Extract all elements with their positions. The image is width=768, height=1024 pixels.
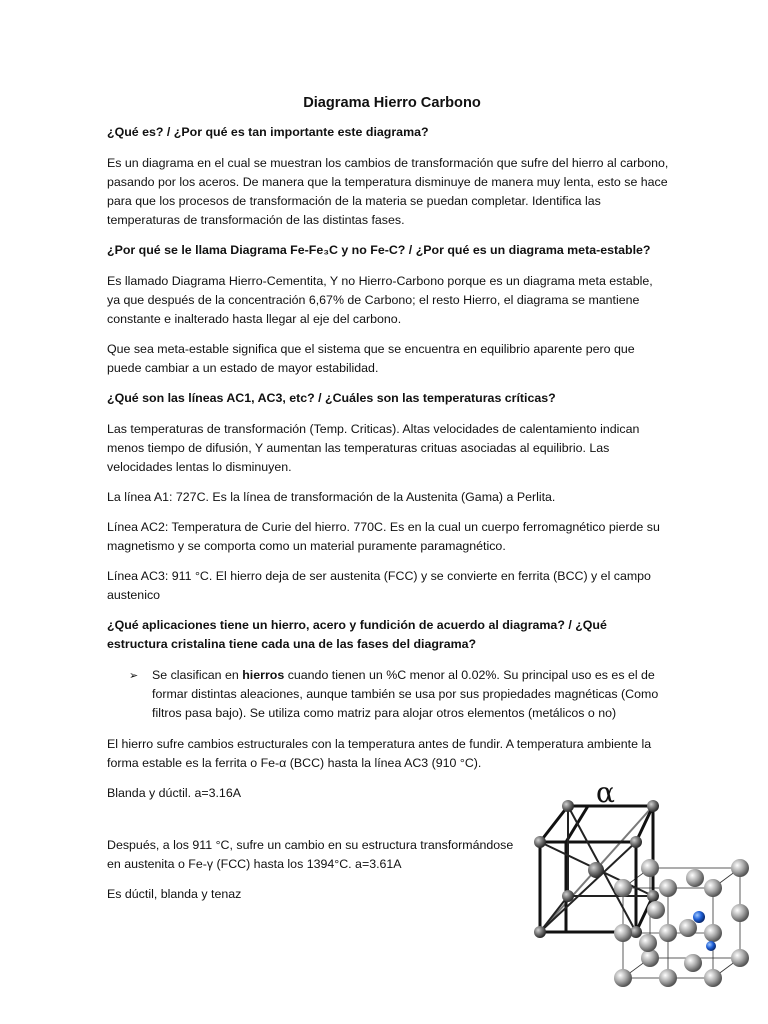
paragraph: El hierro sufre cambios estructurales con la temperatura antes de fundir. A temperatura ambiente la forma estable es la ferrita o Fe-α (BCC) hasta la línea AC3 (910 °C). xyxy=(107,737,652,770)
bullet-item xyxy=(107,666,667,723)
bullet-text-start: Se clasifican en xyxy=(152,668,243,682)
bcc-fcc-lattice-illustration xyxy=(528,778,763,993)
question-heading: ¿Por qué se le llama Diagrama Fe-Fe₃C y no Fe-C? / ¿Por qué es un diagrama meta-estable? xyxy=(107,243,651,257)
paragraph: Que sea meta-estable significa que el sistema que se encuentra en equilibrio aparente pero que puede cambiar a un estado de mayor estabilidad. xyxy=(107,342,635,375)
paragraph: La línea A1: 727C. Es la línea de transformación de la Austenita (Gama) a Perlita. xyxy=(107,490,556,504)
page-title: Diagrama Hierro Carbono xyxy=(303,95,481,111)
paragraph: Es un diagrama en el cual se muestran los cambios de transformación que sufre del hierro al carbono, pasando por los aceros. De manera que la temperatura disminuye de manera muy lenta, esto se hace para que los procesos de transformación de la materia se puedan completar. Identifica las temperaturas de transformación de las distintas fases. xyxy=(107,156,669,227)
paragraph: Blanda y dúctil. a=3.16A xyxy=(107,786,241,800)
fcc-atoms xyxy=(614,859,749,987)
arrow-bullet-icon: ➢ xyxy=(129,669,139,682)
paragraph: Es dúctil, blanda y tenaz xyxy=(107,887,242,901)
paragraph: Las temperaturas de transformación (Temp. Criticas). Altas velocidades de calentamiento indican menos tiempo de difusión, Y aumentan las temperaturas crituas asociadas al equilibrio. Las velocidades lentas lo disminuyen. xyxy=(107,422,640,474)
question-heading: ¿Qué es? / ¿Por qué es tan importante este diagrama? xyxy=(107,125,429,139)
bullet-text-bold: hierros xyxy=(242,668,285,682)
alpha-phase-label: α xyxy=(596,776,615,809)
paragraph: Es llamado Diagrama Hierro-Cementita, Y no Hierro-Carbono porque es un diagrama meta estable, ya que después de la concentración 6,67% de Carbono; el resto Hierro, el diagrama se mantiene constante e inalterado hasta llegar al eje del carbono. xyxy=(107,274,653,326)
question-heading: ¿Qué aplicaciones tiene un hierro, acero y fundición de acuerdo al diagrama? / ¿Qué estructura cristalina tiene cada una de las fases del diagrama? xyxy=(107,618,607,651)
bullet-text-end: cuando tienen un %C menor al 0.02%. Su principal uso es es el de formar distintas aleaciones, aunque también se usa por sus propiedades magnéticas (Como filtros pasa bajo). Se utiliza como matriz para alojar otros elementos (metálicos o no) xyxy=(152,668,659,720)
paragraph: Línea AC3: 911 °C. El hierro deja de ser austenita (FCC) y se convierte en ferrita (BCC) y el campo austenico xyxy=(107,569,651,602)
crystal-structure-figure xyxy=(528,778,763,993)
question-heading: ¿Qué son las líneas AC1, AC3, etc? / ¿Cuáles son las temperaturas críticas? xyxy=(107,391,556,405)
paragraph: Línea AC2: Temperatura de Curie del hierro. 770C. Es en la cual un cuerpo ferromagnético pierde su magnetismo y se comporta como un material puramente paramagnético. xyxy=(107,520,660,553)
paragraph: Después, a los 911 °C, sufre un cambio en su estructura transformándose en austenita o Fe-γ (FCC) hasta los 1394°C. a=3.61A xyxy=(107,838,514,871)
